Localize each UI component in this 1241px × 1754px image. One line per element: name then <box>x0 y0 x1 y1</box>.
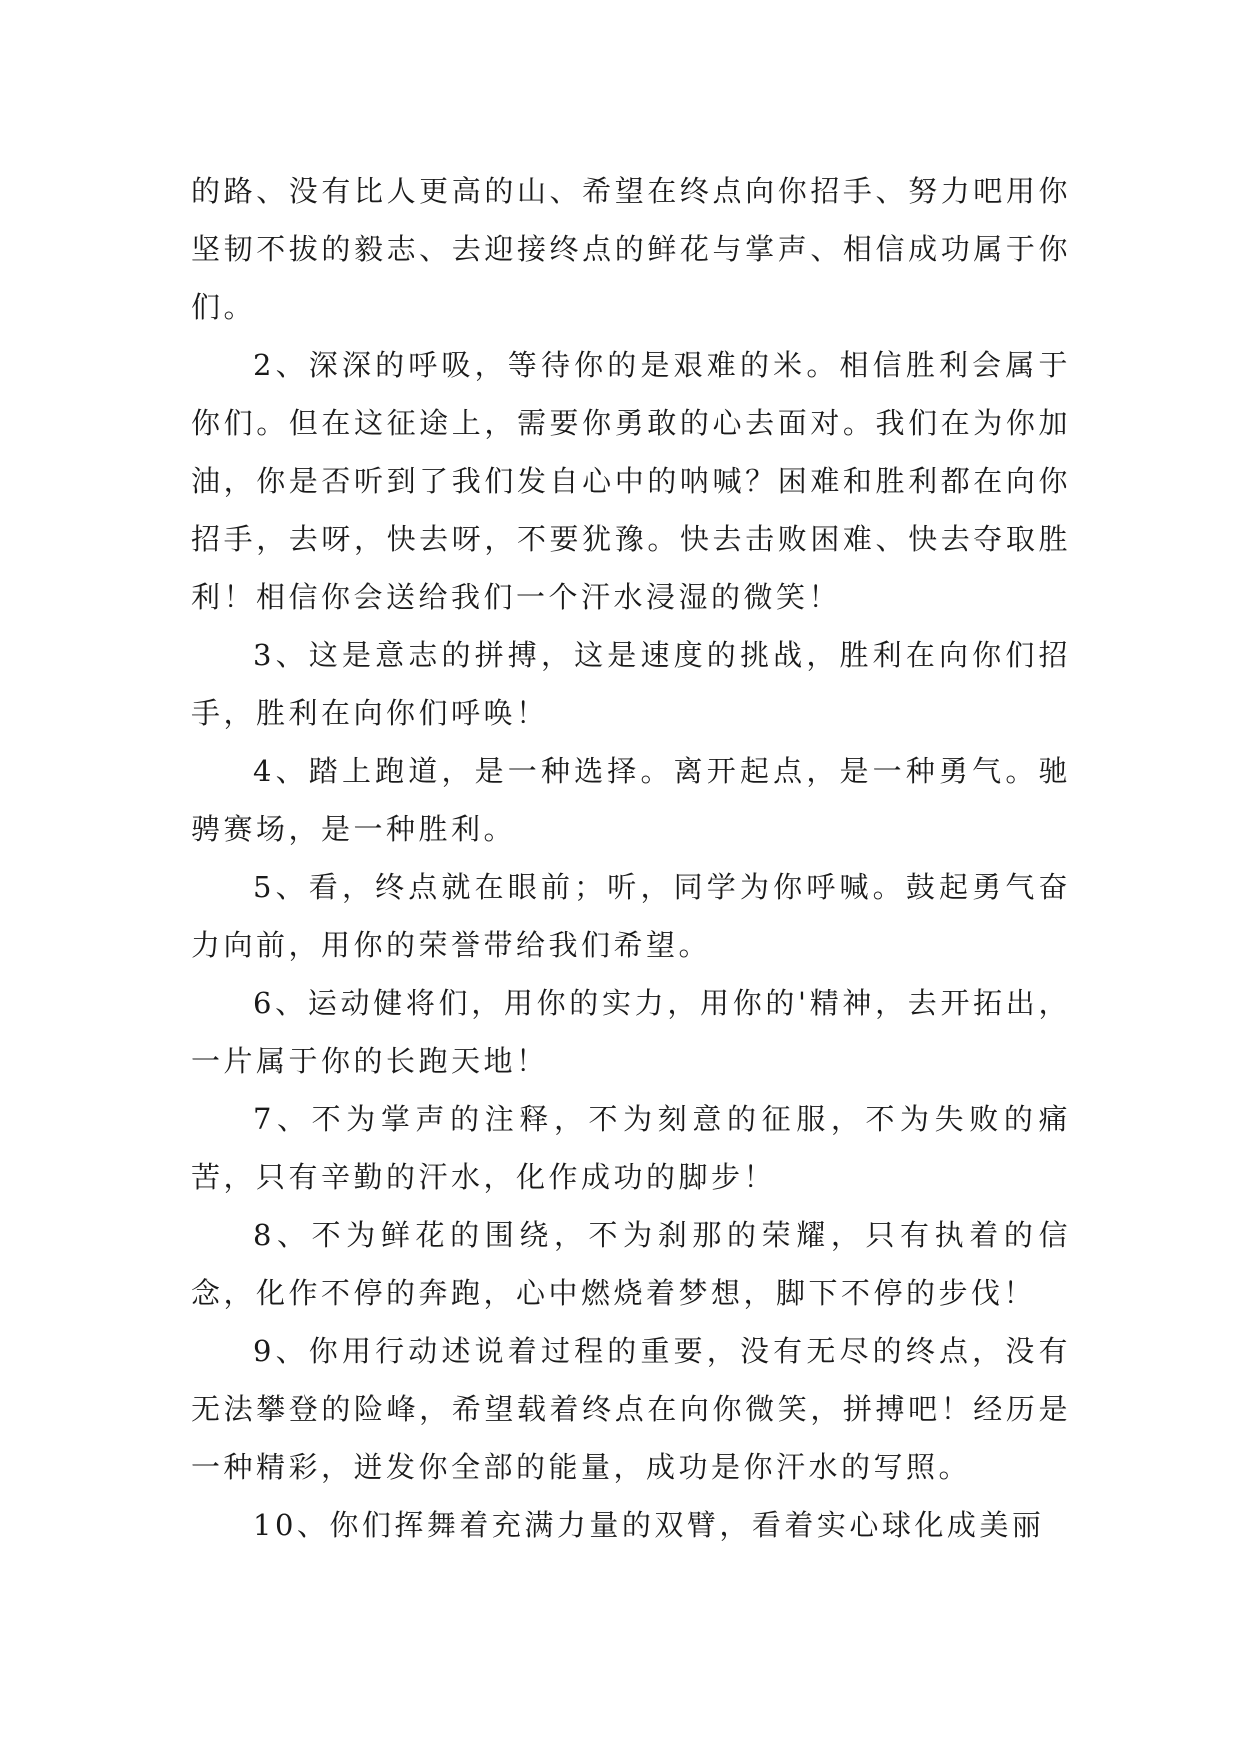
paragraph-item-6: 6、运动健将们，用你的实力，用你的'精神，去开拓出，一片属于你的长跑天地！ <box>191 986 1071 1078</box>
paragraph-continuation: 的路、没有比人更高的山、希望在终点向你招手、努力吧用你坚韧不拔的毅志、去迎接终点的鲜花与掌声、相信成功属于你们。 <box>191 174 1071 324</box>
paragraph-item-7: 7、不为掌声的注释，不为刻意的征服，不为失败的痛苦，只有辛勤的汗水，化作成功的脚步！ <box>191 1102 1071 1194</box>
paragraph-item-2: 2、深深的呼吸，等待你的是艰难的米。相信胜利会属于你们。但在这征途上，需要你勇敢的心去面对。我们在为你加油，你是否听到了我们发自心中的呐喊？困难和胜利都在向你招手，去呀，快去呀，不要犹豫。快去击败困难、快去夺取胜利！相信你会送给我们一个汗水浸湿的微笑！ <box>191 348 1071 614</box>
paragraph-item-5: 5、看，终点就在眼前；听，同学为你呼喊。鼓起勇气奋力向前，用你的荣誉带给我们希望。 <box>191 870 1071 962</box>
paragraph-item-10: 10、你们挥舞着充满力量的双臂，看着实心球化成美丽 <box>253 1508 1045 1542</box>
document-body <box>191 162 1071 1554</box>
paragraph-item-9: 9、你用行动述说着过程的重要，没有无尽的终点，没有无法攀登的险峰，希望载着终点在向你微笑，拼搏吧！经历是一种精彩，迸发你全部的能量，成功是你汗水的写照。 <box>191 1334 1071 1484</box>
paragraph-item-8: 8、不为鲜花的围绕，不为刹那的荣耀，只有执着的信念，化作不停的奔跑，心中燃烧着梦想，脚下不停的步伐！ <box>191 1218 1071 1310</box>
paragraph-item-3: 3、这是意志的拼搏，这是速度的挑战，胜利在向你们招手，胜利在向你们呼唤！ <box>191 638 1071 730</box>
paragraph-item-4: 4、踏上跑道，是一种选择。离开起点，是一种勇气。驰骋赛场，是一种胜利。 <box>191 754 1071 846</box>
